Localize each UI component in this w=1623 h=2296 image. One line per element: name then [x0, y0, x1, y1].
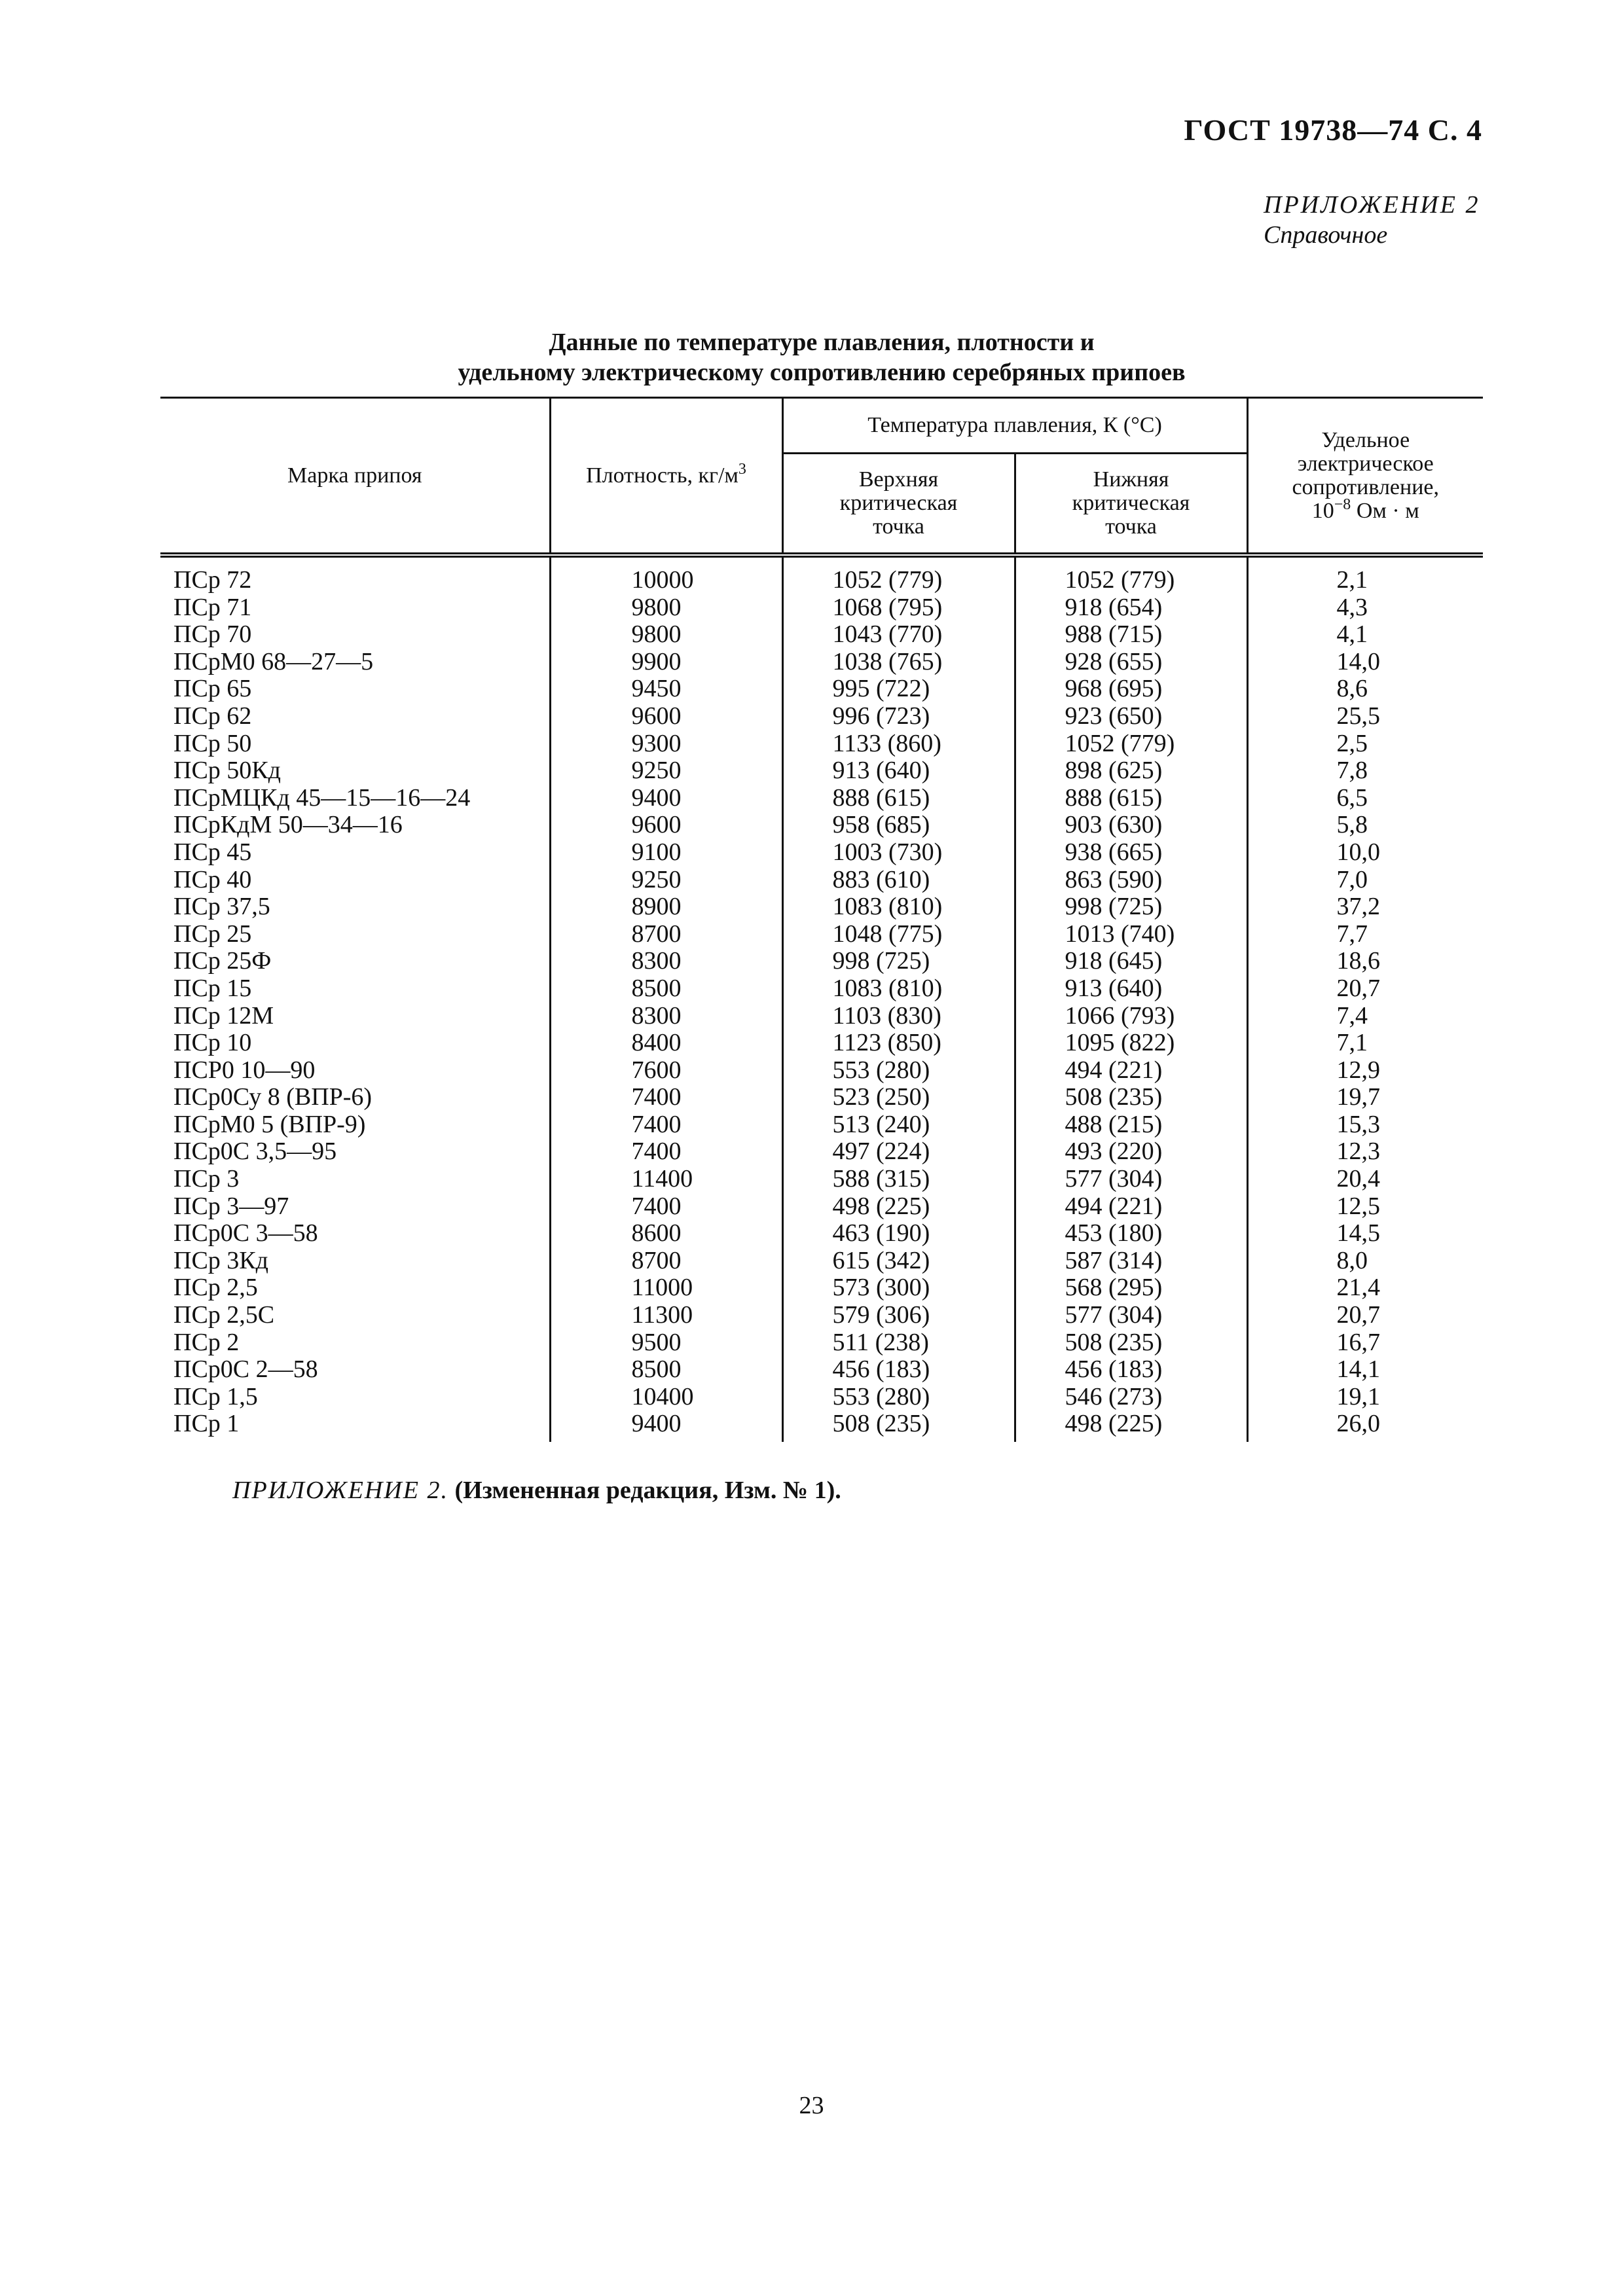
cell-lower: 863 (590) — [1015, 867, 1247, 894]
table-row — [160, 1166, 1483, 1193]
cell-lower: 968 (695) — [1015, 675, 1247, 703]
table-row — [160, 1384, 1483, 1411]
cell-resistivity: 18,6 — [1247, 948, 1483, 975]
cell-upper: 995 (722) — [782, 675, 1015, 703]
header-resistivity-line-1: Удельное — [1321, 427, 1410, 452]
header-melting — [782, 398, 1247, 454]
cell-density: 9800 — [550, 594, 782, 622]
table-row — [160, 1111, 1483, 1139]
cell-resistivity: 7,0 — [1247, 867, 1483, 894]
cell-density: 8400 — [550, 1030, 782, 1057]
table-caption — [160, 327, 1483, 387]
cell-resistivity: 12,5 — [1247, 1193, 1483, 1221]
header-lower — [1015, 454, 1247, 556]
cell-upper: 588 (315) — [782, 1166, 1015, 1193]
table-row — [160, 594, 1483, 622]
header-density-sup: 3 — [738, 460, 746, 478]
cell-lower: 1052 (779) — [1015, 555, 1247, 594]
header-resistivity-line-2: электрическое — [1297, 451, 1434, 476]
cell-resistivity: 14,1 — [1247, 1356, 1483, 1384]
table-row — [160, 1329, 1483, 1357]
cell-density: 9100 — [550, 839, 782, 867]
cell-upper: 1123 (850) — [782, 1030, 1015, 1057]
cell-density: 8900 — [550, 893, 782, 921]
cell-density: 7400 — [550, 1084, 782, 1111]
cell-upper: 998 (725) — [782, 948, 1015, 975]
cell-brand: ПСр 1 — [173, 1410, 240, 1438]
cell-brand: ПСр0Су 8 (ВПР-6) — [173, 1083, 373, 1111]
cell-density: 9300 — [550, 730, 782, 758]
cell-density: 10400 — [550, 1384, 782, 1411]
solder-table-wrapper — [160, 397, 1483, 1442]
cell-resistivity: 4,3 — [1247, 594, 1483, 622]
cell-lower: 903 (630) — [1015, 812, 1247, 839]
cell-upper: 1133 (860) — [782, 730, 1015, 758]
cell-upper: 1003 (730) — [782, 839, 1015, 867]
cell-density: 9900 — [550, 649, 782, 676]
cell-density: 9400 — [550, 1410, 782, 1442]
header-upper — [782, 454, 1015, 556]
table-row — [160, 1410, 1483, 1442]
table-row — [160, 675, 1483, 703]
cell-lower: 498 (225) — [1015, 1410, 1247, 1442]
cell-lower: 928 (655) — [1015, 649, 1247, 676]
cell-resistivity: 2,1 — [1247, 555, 1483, 594]
table-row — [160, 555, 1483, 594]
header-upper-line-2: критическая — [839, 491, 958, 515]
cell-brand: ПСр0С 2—58 — [173, 1355, 318, 1384]
cell-brand: ПСр 2 — [173, 1328, 240, 1356]
cell-upper: 1068 (795) — [782, 594, 1015, 622]
cell-resistivity: 19,1 — [1247, 1384, 1483, 1411]
cell-brand: ПСр 2,5С — [173, 1301, 275, 1329]
cell-brand: ПСр 15 — [173, 974, 252, 1002]
cell-brand: ПСР0 10—90 — [173, 1056, 316, 1084]
cell-density: 9600 — [550, 703, 782, 730]
cell-brand: ПСр 10 — [173, 1029, 252, 1057]
unit-sup: −8 — [1334, 495, 1351, 513]
cell-lower: 918 (654) — [1015, 594, 1247, 622]
cell-upper: 888 (615) — [782, 785, 1015, 812]
cell-brand: ПСр 37,5 — [173, 893, 270, 921]
cell-density: 10000 — [550, 555, 782, 594]
cell-brand: ПСр 12М — [173, 1001, 274, 1030]
cell-brand: ПСр 3Кд — [173, 1246, 268, 1274]
cell-resistivity: 12,9 — [1247, 1057, 1483, 1085]
cell-upper: 1083 (810) — [782, 975, 1015, 1003]
cell-lower: 913 (640) — [1015, 975, 1247, 1003]
header-lower-line-1: Нижняя — [1093, 467, 1169, 492]
table-row — [160, 1003, 1483, 1030]
cell-lower: 1052 (779) — [1015, 730, 1247, 758]
cell-upper: 456 (183) — [782, 1356, 1015, 1384]
unit-base: 10 — [1311, 498, 1334, 523]
cell-resistivity: 37,2 — [1247, 893, 1483, 921]
cell-resistivity: 14,5 — [1247, 1220, 1483, 1247]
table-row — [160, 1356, 1483, 1384]
table-row — [160, 785, 1483, 812]
table-row — [160, 948, 1483, 975]
cell-lower: 546 (273) — [1015, 1384, 1247, 1411]
cell-resistivity: 8,6 — [1247, 675, 1483, 703]
cell-brand: ПСр 3—97 — [173, 1192, 289, 1220]
document-code: ГОСТ 19738—74 С. 4 — [1184, 113, 1482, 147]
cell-resistivity: 7,4 — [1247, 1003, 1483, 1030]
table-row — [160, 1220, 1483, 1247]
cell-brand: ПСр 2,5 — [173, 1274, 258, 1302]
table-row — [160, 730, 1483, 758]
cell-resistivity: 4,1 — [1247, 621, 1483, 649]
appendix-block — [1264, 190, 1480, 250]
cell-resistivity: 10,0 — [1247, 839, 1483, 867]
cell-brand: ПСрМЦКд 45—15—16—24 — [173, 783, 471, 812]
cell-upper: 883 (610) — [782, 867, 1015, 894]
table-row — [160, 1302, 1483, 1329]
header-upper-line-1: Верхняя — [858, 467, 939, 492]
cell-upper: 1043 (770) — [782, 621, 1015, 649]
cell-resistivity: 5,8 — [1247, 812, 1483, 839]
table-row — [160, 975, 1483, 1003]
header-brand — [160, 398, 550, 556]
note-italic: ПРИЛОЖЕНИЕ 2. — [232, 1477, 448, 1504]
cell-density: 9800 — [550, 621, 782, 649]
cell-upper: 553 (280) — [782, 1384, 1015, 1411]
cell-lower: 898 (625) — [1015, 757, 1247, 785]
cell-resistivity: 26,0 — [1247, 1410, 1483, 1442]
cell-density: 8700 — [550, 1247, 782, 1275]
cell-density: 7600 — [550, 1057, 782, 1085]
cell-resistivity: 15,3 — [1247, 1111, 1483, 1139]
cell-brand: ПСр 1,5 — [173, 1382, 258, 1410]
table-row — [160, 921, 1483, 948]
header-resistivity-unit — [1254, 495, 1478, 523]
table-row — [160, 649, 1483, 676]
cell-density: 9400 — [550, 785, 782, 812]
cell-density: 9450 — [550, 675, 782, 703]
cell-lower: 508 (235) — [1015, 1084, 1247, 1111]
header-brand-label: Марка припоя — [287, 463, 422, 488]
caption-line-1: Данные по температуре плавления, плотности и — [549, 329, 1095, 356]
cell-density: 9600 — [550, 812, 782, 839]
cell-upper: 1052 (779) — [782, 555, 1015, 594]
cell-resistivity: 6,5 — [1247, 785, 1483, 812]
cell-resistivity: 7,8 — [1247, 757, 1483, 785]
cell-lower: 998 (725) — [1015, 893, 1247, 921]
cell-resistivity: 20,4 — [1247, 1166, 1483, 1193]
table-row — [160, 1193, 1483, 1221]
cell-density: 7400 — [550, 1111, 782, 1139]
unit-tail: Ом · м — [1351, 498, 1419, 523]
cell-upper: 513 (240) — [782, 1111, 1015, 1139]
cell-density: 11000 — [550, 1274, 782, 1302]
cell-resistivity: 14,0 — [1247, 649, 1483, 676]
cell-brand: ПСр 45 — [173, 838, 252, 866]
cell-density: 9250 — [550, 757, 782, 785]
table-row — [160, 1274, 1483, 1302]
table-row — [160, 1057, 1483, 1085]
table-row — [160, 1247, 1483, 1275]
cell-density: 9500 — [550, 1329, 782, 1357]
cell-upper: 463 (190) — [782, 1220, 1015, 1247]
cell-lower: 587 (314) — [1015, 1247, 1247, 1275]
solder-table — [160, 397, 1483, 1442]
cell-lower: 1066 (793) — [1015, 1003, 1247, 1030]
cell-density: 7400 — [550, 1138, 782, 1166]
cell-lower: 888 (615) — [1015, 785, 1247, 812]
cell-density: 11300 — [550, 1302, 782, 1329]
cell-brand: ПСр0С 3—58 — [173, 1219, 318, 1247]
appendix-title: ПРИЛОЖЕНИЕ 2 — [1264, 191, 1480, 219]
table-row — [160, 867, 1483, 894]
cell-resistivity: 19,7 — [1247, 1084, 1483, 1111]
cell-density: 8700 — [550, 921, 782, 948]
cell-lower: 456 (183) — [1015, 1356, 1247, 1384]
header-resistivity-line-3: сопротивление, — [1292, 475, 1440, 499]
cell-brand: ПСр 72 — [173, 566, 252, 594]
cell-brand: ПСр 3 — [173, 1165, 240, 1193]
cell-upper: 523 (250) — [782, 1084, 1015, 1111]
cell-resistivity: 7,7 — [1247, 921, 1483, 948]
cell-brand: ПСр 65 — [173, 675, 252, 703]
cell-brand: ПСр 50Кд — [173, 757, 281, 785]
cell-lower: 1013 (740) — [1015, 921, 1247, 948]
cell-brand: ПСр 62 — [173, 702, 252, 730]
table-row — [160, 812, 1483, 839]
table-row — [160, 839, 1483, 867]
table-row — [160, 621, 1483, 649]
cell-brand: ПСр 25Ф — [173, 947, 272, 975]
note-bold: (Измененная редакция, Изм. № 1). — [448, 1477, 841, 1504]
cell-brand: ПСр 71 — [173, 593, 252, 621]
header-melting-label: Температура плавления, К (°С) — [867, 413, 1162, 437]
cell-resistivity: 25,5 — [1247, 703, 1483, 730]
cell-brand: ПСрМ0 68—27—5 — [173, 647, 374, 675]
table-row — [160, 1138, 1483, 1166]
cell-density: 8300 — [550, 1003, 782, 1030]
cell-density: 11400 — [550, 1166, 782, 1193]
header-lower-line-3: точка — [1105, 514, 1157, 539]
appendix-subtitle: Справочное — [1264, 221, 1388, 249]
cell-resistivity: 16,7 — [1247, 1329, 1483, 1357]
table-header — [160, 398, 1483, 556]
cell-brand: ПСрМ0 5 (ВПР-9) — [173, 1110, 366, 1138]
cell-resistivity: 7,1 — [1247, 1030, 1483, 1057]
table-row — [160, 1084, 1483, 1111]
cell-brand: ПСр 40 — [173, 865, 252, 893]
cell-resistivity: 20,7 — [1247, 975, 1483, 1003]
cell-brand: ПСр0С 3,5—95 — [173, 1138, 337, 1166]
cell-density: 8500 — [550, 1356, 782, 1384]
table-row — [160, 1030, 1483, 1057]
cell-lower: 988 (715) — [1015, 621, 1247, 649]
header-density — [550, 398, 782, 556]
table-row — [160, 703, 1483, 730]
cell-lower: 923 (650) — [1015, 703, 1247, 730]
cell-upper: 579 (306) — [782, 1302, 1015, 1329]
cell-lower: 577 (304) — [1015, 1302, 1247, 1329]
cell-lower: 508 (235) — [1015, 1329, 1247, 1357]
cell-upper: 553 (280) — [782, 1057, 1015, 1085]
header-upper-line-3: точка — [873, 514, 924, 539]
cell-upper: 1083 (810) — [782, 893, 1015, 921]
cell-density: 7400 — [550, 1193, 782, 1221]
header-resistivity — [1247, 398, 1483, 556]
header-lower-line-2: критическая — [1072, 491, 1190, 515]
page-number: 23 — [799, 2092, 824, 2119]
cell-upper: 1038 (765) — [782, 649, 1015, 676]
cell-resistivity: 21,4 — [1247, 1274, 1483, 1302]
cell-upper: 615 (342) — [782, 1247, 1015, 1275]
cell-brand: ПСр 25 — [173, 920, 252, 948]
caption-line-2: удельному электрическому сопротивлению серебряных припоев — [458, 359, 1186, 386]
cell-density: 8300 — [550, 948, 782, 975]
cell-upper: 1103 (830) — [782, 1003, 1015, 1030]
cell-lower: 493 (220) — [1015, 1138, 1247, 1166]
cell-upper: 996 (723) — [782, 703, 1015, 730]
cell-resistivity: 8,0 — [1247, 1247, 1483, 1275]
cell-brand: ПСрКдМ 50—34—16 — [173, 811, 403, 839]
cell-lower: 494 (221) — [1015, 1057, 1247, 1085]
cell-upper: 508 (235) — [782, 1410, 1015, 1442]
cell-upper: 497 (224) — [782, 1138, 1015, 1166]
cell-upper: 1048 (775) — [782, 921, 1015, 948]
cell-lower: 918 (645) — [1015, 948, 1247, 975]
cell-lower: 488 (215) — [1015, 1111, 1247, 1139]
cell-upper: 498 (225) — [782, 1193, 1015, 1221]
header-density-label: Плотность, кг/м — [586, 463, 739, 488]
cell-resistivity: 12,3 — [1247, 1138, 1483, 1166]
cell-density: 8500 — [550, 975, 782, 1003]
cell-upper: 958 (685) — [782, 812, 1015, 839]
table-body — [160, 555, 1483, 1442]
cell-lower: 453 (180) — [1015, 1220, 1247, 1247]
cell-density: 9250 — [550, 867, 782, 894]
cell-upper: 511 (238) — [782, 1329, 1015, 1357]
cell-lower: 577 (304) — [1015, 1166, 1247, 1193]
cell-resistivity: 2,5 — [1247, 730, 1483, 758]
table-row — [160, 757, 1483, 785]
cell-brand: ПСр 70 — [173, 620, 252, 649]
cell-upper: 913 (640) — [782, 757, 1015, 785]
cell-lower: 938 (665) — [1015, 839, 1247, 867]
revision-note — [232, 1476, 841, 1505]
table-row — [160, 893, 1483, 921]
cell-resistivity: 20,7 — [1247, 1302, 1483, 1329]
cell-lower: 1095 (822) — [1015, 1030, 1247, 1057]
cell-lower: 568 (295) — [1015, 1274, 1247, 1302]
cell-upper: 573 (300) — [782, 1274, 1015, 1302]
cell-brand: ПСр 50 — [173, 729, 252, 757]
cell-density: 8600 — [550, 1220, 782, 1247]
cell-lower: 494 (221) — [1015, 1193, 1247, 1221]
